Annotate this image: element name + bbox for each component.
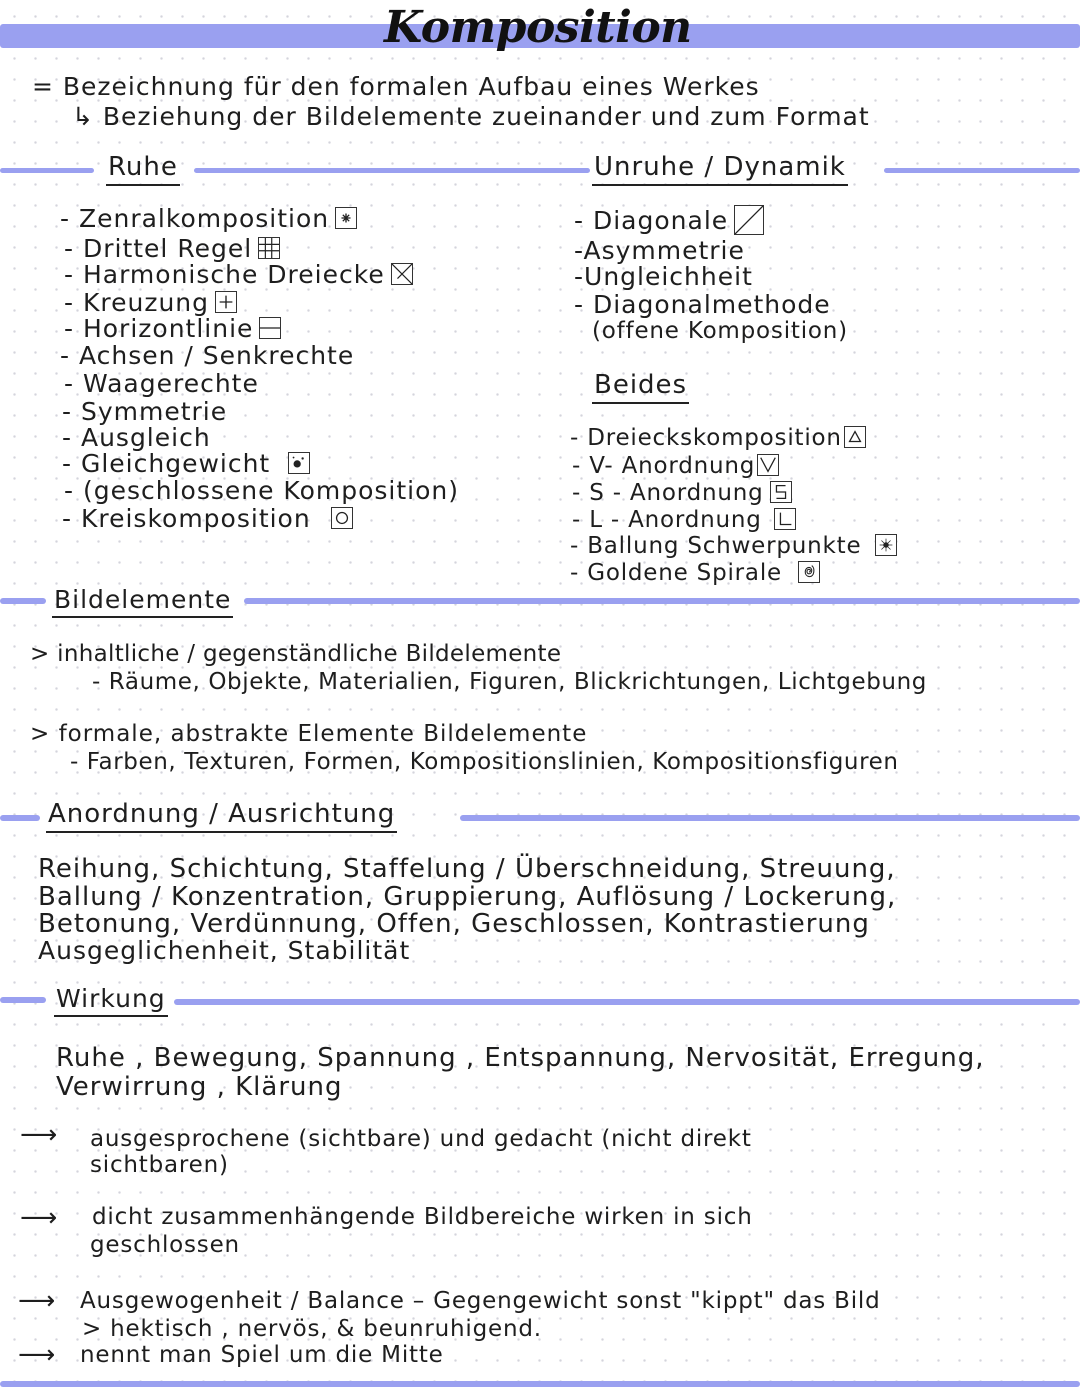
heading-unruhe-dynamik: Unruhe / Dynamik: [592, 152, 848, 186]
beides-item-goldene-spirale: [570, 560, 820, 586]
heading-wirkung: Wirkung: [54, 984, 168, 1017]
wirkung-note-4-line-1: nennt man Spiel um die Mitte: [80, 1342, 444, 1368]
ruhe-item-ausgleich: - Ausgleich: [62, 423, 211, 452]
beides-item-label: - L - Anordnung: [572, 507, 762, 533]
section-rule-bildelemente-right: [244, 598, 1080, 604]
horizon-icon: [259, 317, 281, 339]
wirkung-note-1-line-2: sichtbaren): [90, 1152, 229, 1178]
ruhe-item-achsen: - Achsen / Senkrechte: [60, 341, 355, 370]
beides-item-dreieckskomposition: [570, 425, 866, 451]
wirkung-note-3-line-2: > hektisch , nervös, & beunruhigend.: [82, 1316, 542, 1342]
section-rule-wirkung-left: [0, 997, 46, 1003]
grid-icon: [258, 237, 280, 259]
ruhe-item-zentralkomposition: [60, 204, 357, 233]
ruhe-item-label: - Zenralkomposition: [60, 204, 330, 233]
ruhe-item-label: - Horizontlinie: [64, 314, 254, 343]
diagonal-icon: [734, 205, 764, 235]
s-shape-icon: [770, 481, 792, 503]
anordnung-line-3: Betonung, Verdünnung, Offen, Geschlossen, Kontrastierung: [38, 909, 870, 939]
ruhe-item-label: - Harmonische Dreiecke: [64, 260, 385, 289]
beides-item-s-anordnung: [572, 480, 792, 506]
section-rule-anordnung-left: [0, 815, 40, 821]
definition-line-1: = Bezeichnung für den formalen Aufbau eines Werkes: [32, 72, 760, 101]
ruhe-item-label: - Drittel Regel: [64, 234, 253, 263]
triangle-icon: [844, 426, 866, 448]
beides-item-v-anordnung: [572, 453, 779, 479]
ruhe-item-waagerechte: - Waagerechte: [64, 369, 259, 398]
wirkung-note-2-line-1: dicht zusammenhängende Bildbereiche wirken in sich: [92, 1204, 753, 1230]
wirkung-note-2-line-2: geschlossen: [90, 1232, 240, 1258]
heading-bildelemente: Bildelemente: [52, 585, 233, 618]
l-shape-icon: [774, 508, 796, 530]
beides-item-ballung-schwerpunkte: [570, 533, 897, 559]
section-rule-unruhe-right: [884, 168, 1080, 173]
cross-icon: [215, 291, 237, 313]
unruhe-item-label: - Diagonale: [574, 206, 729, 235]
ruhe-item-label: - Kreiskomposition: [62, 504, 311, 533]
wirkung-note-3-line-1: Ausgewogenheit / Balance – Gegengewicht sonst "kippt" das Bild: [80, 1288, 881, 1314]
beides-item-label: - V- Anordnung: [572, 453, 756, 479]
ruhe-item-geschlossene-komposition: - (geschlossene Komposition): [64, 476, 460, 505]
heading-beides: Beides: [592, 370, 689, 404]
ruhe-item-symmetrie: - Symmetrie: [62, 397, 228, 426]
heading-anordnung-ausrichtung: Anordnung / Ausrichtung: [46, 799, 397, 833]
unruhe-item-offene-komposition: (offene Komposition): [592, 318, 848, 344]
ruhe-item-label: - Gleichgewicht: [62, 449, 271, 478]
anordnung-line-1: Reihung, Schichtung, Staffelung / Überschneidung, Streuung,: [38, 854, 896, 884]
page-title: Komposition: [384, 2, 692, 53]
center-star-icon: [335, 207, 357, 229]
balance-icon: [288, 452, 310, 474]
bildelemente-inhaltlich-title: > inhaltliche / gegenständliche Bildelemente: [30, 641, 562, 667]
ruhe-item-drittel-regel: [64, 234, 280, 263]
unruhe-item-asymmetrie: -Asymmetrie: [574, 236, 745, 265]
wirkung-line-1: Ruhe , Bewegung, Spannung , Entspannung, Nervosität, Erregung,: [56, 1043, 985, 1073]
wirkung-note-1-line-1: ausgesprochene (sichtbare) und gedacht (nicht direkt: [90, 1126, 752, 1152]
unruhe-item-ungleichheit: -Ungleichheit: [574, 262, 753, 291]
cluster-icon: [875, 534, 897, 556]
ruhe-item-label: - Kreuzung: [64, 288, 209, 317]
beides-item-label: - Goldene Spirale: [570, 560, 782, 586]
ruhe-item-horizontlinie: [64, 314, 281, 343]
bildelemente-formal-items: - Farben, Texturen, Formen, Kompositionslinien, Kompositionsfiguren: [70, 749, 899, 775]
ruhe-item-harmonische-dreiecke: [64, 260, 413, 289]
ruhe-item-kreiskomposition: [62, 504, 353, 533]
v-shape-icon: [757, 454, 779, 476]
definition-line-2: ↳ Beziehung der Bildelemente zueinander und zum Format: [72, 102, 870, 131]
section-rule-bildelemente-left: [0, 598, 46, 604]
triangles-icon: [391, 263, 413, 285]
wirkung-line-2: Verwirrung , Klärung: [56, 1072, 343, 1102]
bildelemente-inhaltlich-items: - Räume, Objekte, Materialien, Figuren, Blickrichtungen, Lichtgebung: [92, 669, 927, 695]
ruhe-item-gleichgewicht: [62, 449, 310, 478]
arrow-icon: ⟶: [18, 1286, 56, 1316]
unruhe-item-diagonalmethode: - Diagonalmethode: [574, 290, 831, 319]
ruhe-item-kreuzung: [64, 288, 237, 317]
beides-item-label: - Dreieckskomposition: [570, 425, 842, 451]
spiral-icon: [798, 561, 820, 583]
circle-icon: [331, 507, 353, 529]
section-rule-ruhe-left: [0, 168, 94, 173]
arrow-icon: ⟶: [20, 1203, 58, 1233]
unruhe-item-diagonale: [574, 206, 764, 237]
beides-item-l-anordnung: [572, 507, 796, 533]
beides-item-label: - Ballung Schwerpunkte: [570, 533, 862, 559]
arrow-icon: ⟶: [18, 1340, 56, 1370]
section-rule-ruhe-mid: [194, 168, 590, 173]
section-rule-wirkung-right: [174, 999, 1080, 1005]
heading-ruhe: Ruhe: [106, 152, 180, 186]
beides-item-label: - S - Anordnung: [572, 480, 764, 506]
bottom-rule: [0, 1381, 1080, 1387]
anordnung-line-4: Ausgeglichenheit, Stabilität: [38, 936, 411, 965]
bildelemente-formal-title: > formale, abstrakte Elemente Bildelemente: [30, 721, 588, 747]
section-rule-anordnung-right: [460, 815, 1080, 821]
arrow-icon: ⟶: [20, 1120, 58, 1150]
anordnung-line-2: Ballung / Konzentration, Gruppierung, Auflösung / Lockerung,: [38, 882, 897, 912]
